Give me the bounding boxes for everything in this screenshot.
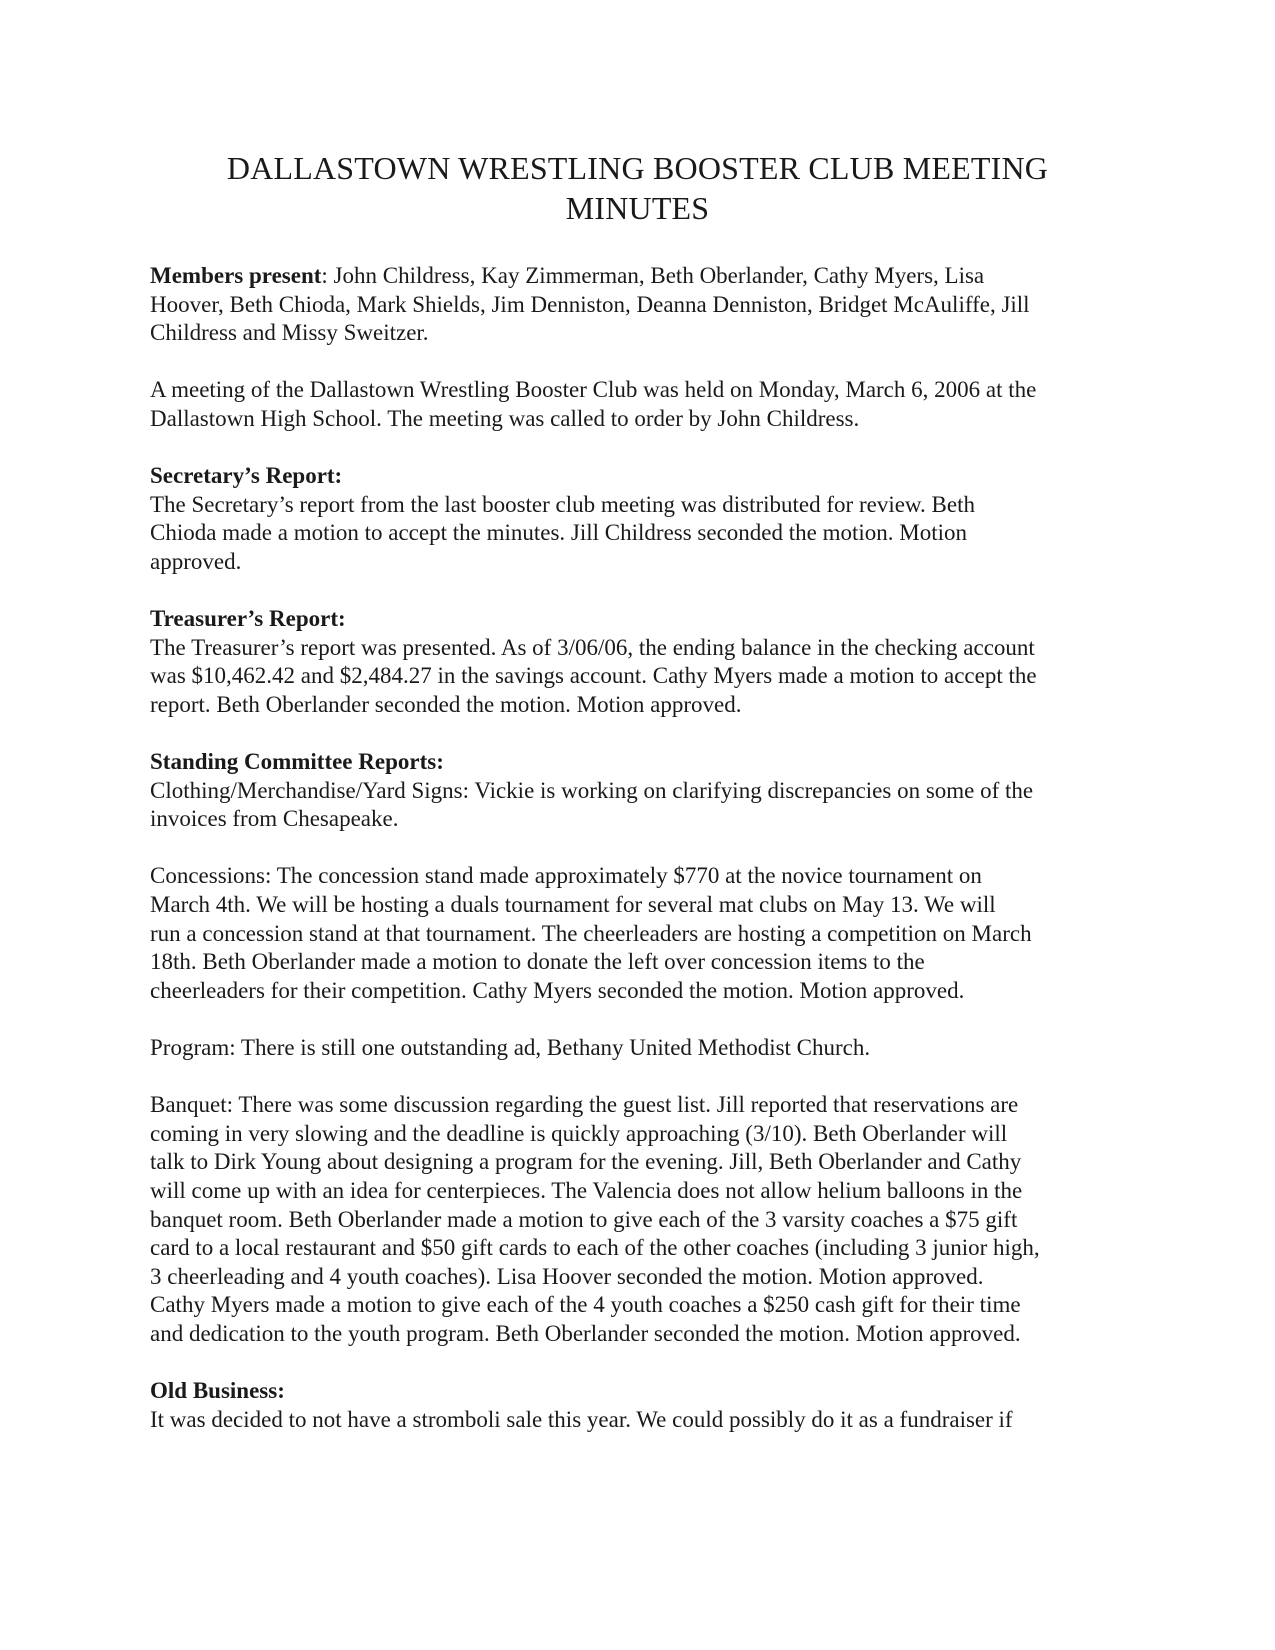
- concessions-text-2: March 4th. We will be hosting a duals tournament for several mat clubs on May 13. We will: [150, 892, 996, 918]
- program-paragraph: [150, 1034, 1125, 1063]
- treasurer-report-heading: Treasurer’s Report:: [150, 606, 346, 632]
- treasurer-text-3: report. Beth Oberlander seconded the motion. Motion approved.: [150, 691, 742, 717]
- banquet-text-3: talk to Dirk Young about designing a program for the evening. Jill, Beth Oberlander and Cathy: [150, 1149, 1022, 1175]
- standing-committee-section: [150, 748, 1125, 834]
- old-business-text-1: It was decided to not have a stromboli sale this year. We could possibly do it as a fundraiser if: [150, 1406, 1013, 1432]
- banquet-text-4: will come up with an idea for centerpieces. The Valencia does not allow helium balloons in the: [150, 1178, 1023, 1203]
- clothing-text-2: invoices from Chesapeake.: [150, 806, 399, 832]
- banquet-paragraph: [150, 1091, 1125, 1348]
- banquet-text-9: and dedication to the youth program. Beth Oberlander seconded the motion. Motion approved.: [150, 1320, 1021, 1346]
- members-present-paragraph: [150, 262, 1125, 348]
- program-text-1: Program: There is still one outstanding ad, Bethany United Methodist Church.: [150, 1035, 871, 1061]
- treasurer-text-1: The Treasurer’s report was presented. As of 3/06/06, the ending balance in the checking account: [150, 634, 1035, 660]
- members-label: Members present: [150, 263, 322, 288]
- concessions-text-1: Concessions: The concession stand made approximately $770 at the novice tournament on: [150, 863, 982, 889]
- members-text-1: : John Childress, Kay Zimmerman, Beth Oberlander, Cathy Myers, Lisa: [321, 263, 985, 288]
- secretary-report-section: [150, 462, 1125, 576]
- concessions-text-5: cheerleaders for their competition. Cathy Myers seconded the motion. Motion approved.: [150, 977, 965, 1003]
- intro-text-2: Dallastown High School. The meeting was called to order by John Childress.: [150, 405, 860, 431]
- banquet-text-8: Cathy Myers made a motion to give each of the 4 youth coaches a $250 cash gift for their time: [150, 1292, 1021, 1318]
- banquet-text-1: Banquet: There was some discussion regarding the guest list. Jill reported that reservations are: [150, 1092, 1019, 1118]
- clothing-text-1: Clothing/Merchandise/Yard Signs: Vickie is working on clarifying discrepancies on some of the: [150, 777, 1034, 803]
- banquet-text-6: card to a local restaurant and $50 gift cards to each of the other coaches (including 3 junior high,: [150, 1235, 1040, 1261]
- intro-text-1: A meeting of the Dallastown Wrestling Booster Club was held on Monday, March 6, 2006 at the: [150, 377, 1037, 403]
- standing-committee-heading: Standing Committee Reports:: [150, 749, 444, 775]
- members-text-3: Childress and Missy Sweitzer.: [150, 320, 429, 346]
- members-line: [150, 262, 1125, 291]
- intro-paragraph: [150, 376, 1125, 433]
- old-business-heading: Old Business:: [150, 1378, 285, 1404]
- title-line-1: DALLASTOWN WRESTLING BOOSTER CLUB MEETING: [226, 150, 1049, 186]
- concessions-text-4: 18th. Beth Oberlander made a motion to donate the left over concession items to the: [150, 949, 925, 975]
- treasurer-report-section: [150, 605, 1125, 719]
- concessions-text-3: run a concession stand at that tournament. The cheerleaders are hosting a competition on March: [150, 920, 1032, 946]
- banquet-text-7: 3 cheerleading and 4 youth coaches). Lisa Hoover seconded the motion. Motion approved.: [150, 1263, 984, 1289]
- secretary-text-2: Chioda made a motion to accept the minutes. Jill Childress seconded the motion. Motion: [150, 520, 968, 546]
- members-text-2: Hoover, Beth Chioda, Mark Shields, Jim Denniston, Deanna Denniston, Bridget McAuliffe, Jill: [150, 291, 1030, 317]
- banquet-text-2: coming in very slowing and the deadline is quickly approaching (3/10). Beth Oberlander will: [150, 1120, 1008, 1146]
- secretary-text-1: The Secretary’s report from the last booster club meeting was distributed for review. Beth: [150, 491, 975, 517]
- title-line-2: MINUTES: [565, 190, 710, 226]
- old-business-section: [150, 1377, 1125, 1434]
- secretary-report-heading: Secretary’s Report:: [150, 463, 343, 489]
- document-title: [150, 148, 1125, 228]
- treasurer-text-2: was $10,462.42 and $2,484.27 in the savings account. Cathy Myers made a motion to accept the: [150, 663, 1037, 689]
- secretary-text-3: approved.: [150, 548, 242, 574]
- concessions-paragraph: [150, 862, 1125, 1005]
- banquet-text-5: banquet room. Beth Oberlander made a motion to give each of the 3 varsity coaches a $75 gift: [150, 1206, 1018, 1232]
- document-page: [150, 148, 1125, 1463]
